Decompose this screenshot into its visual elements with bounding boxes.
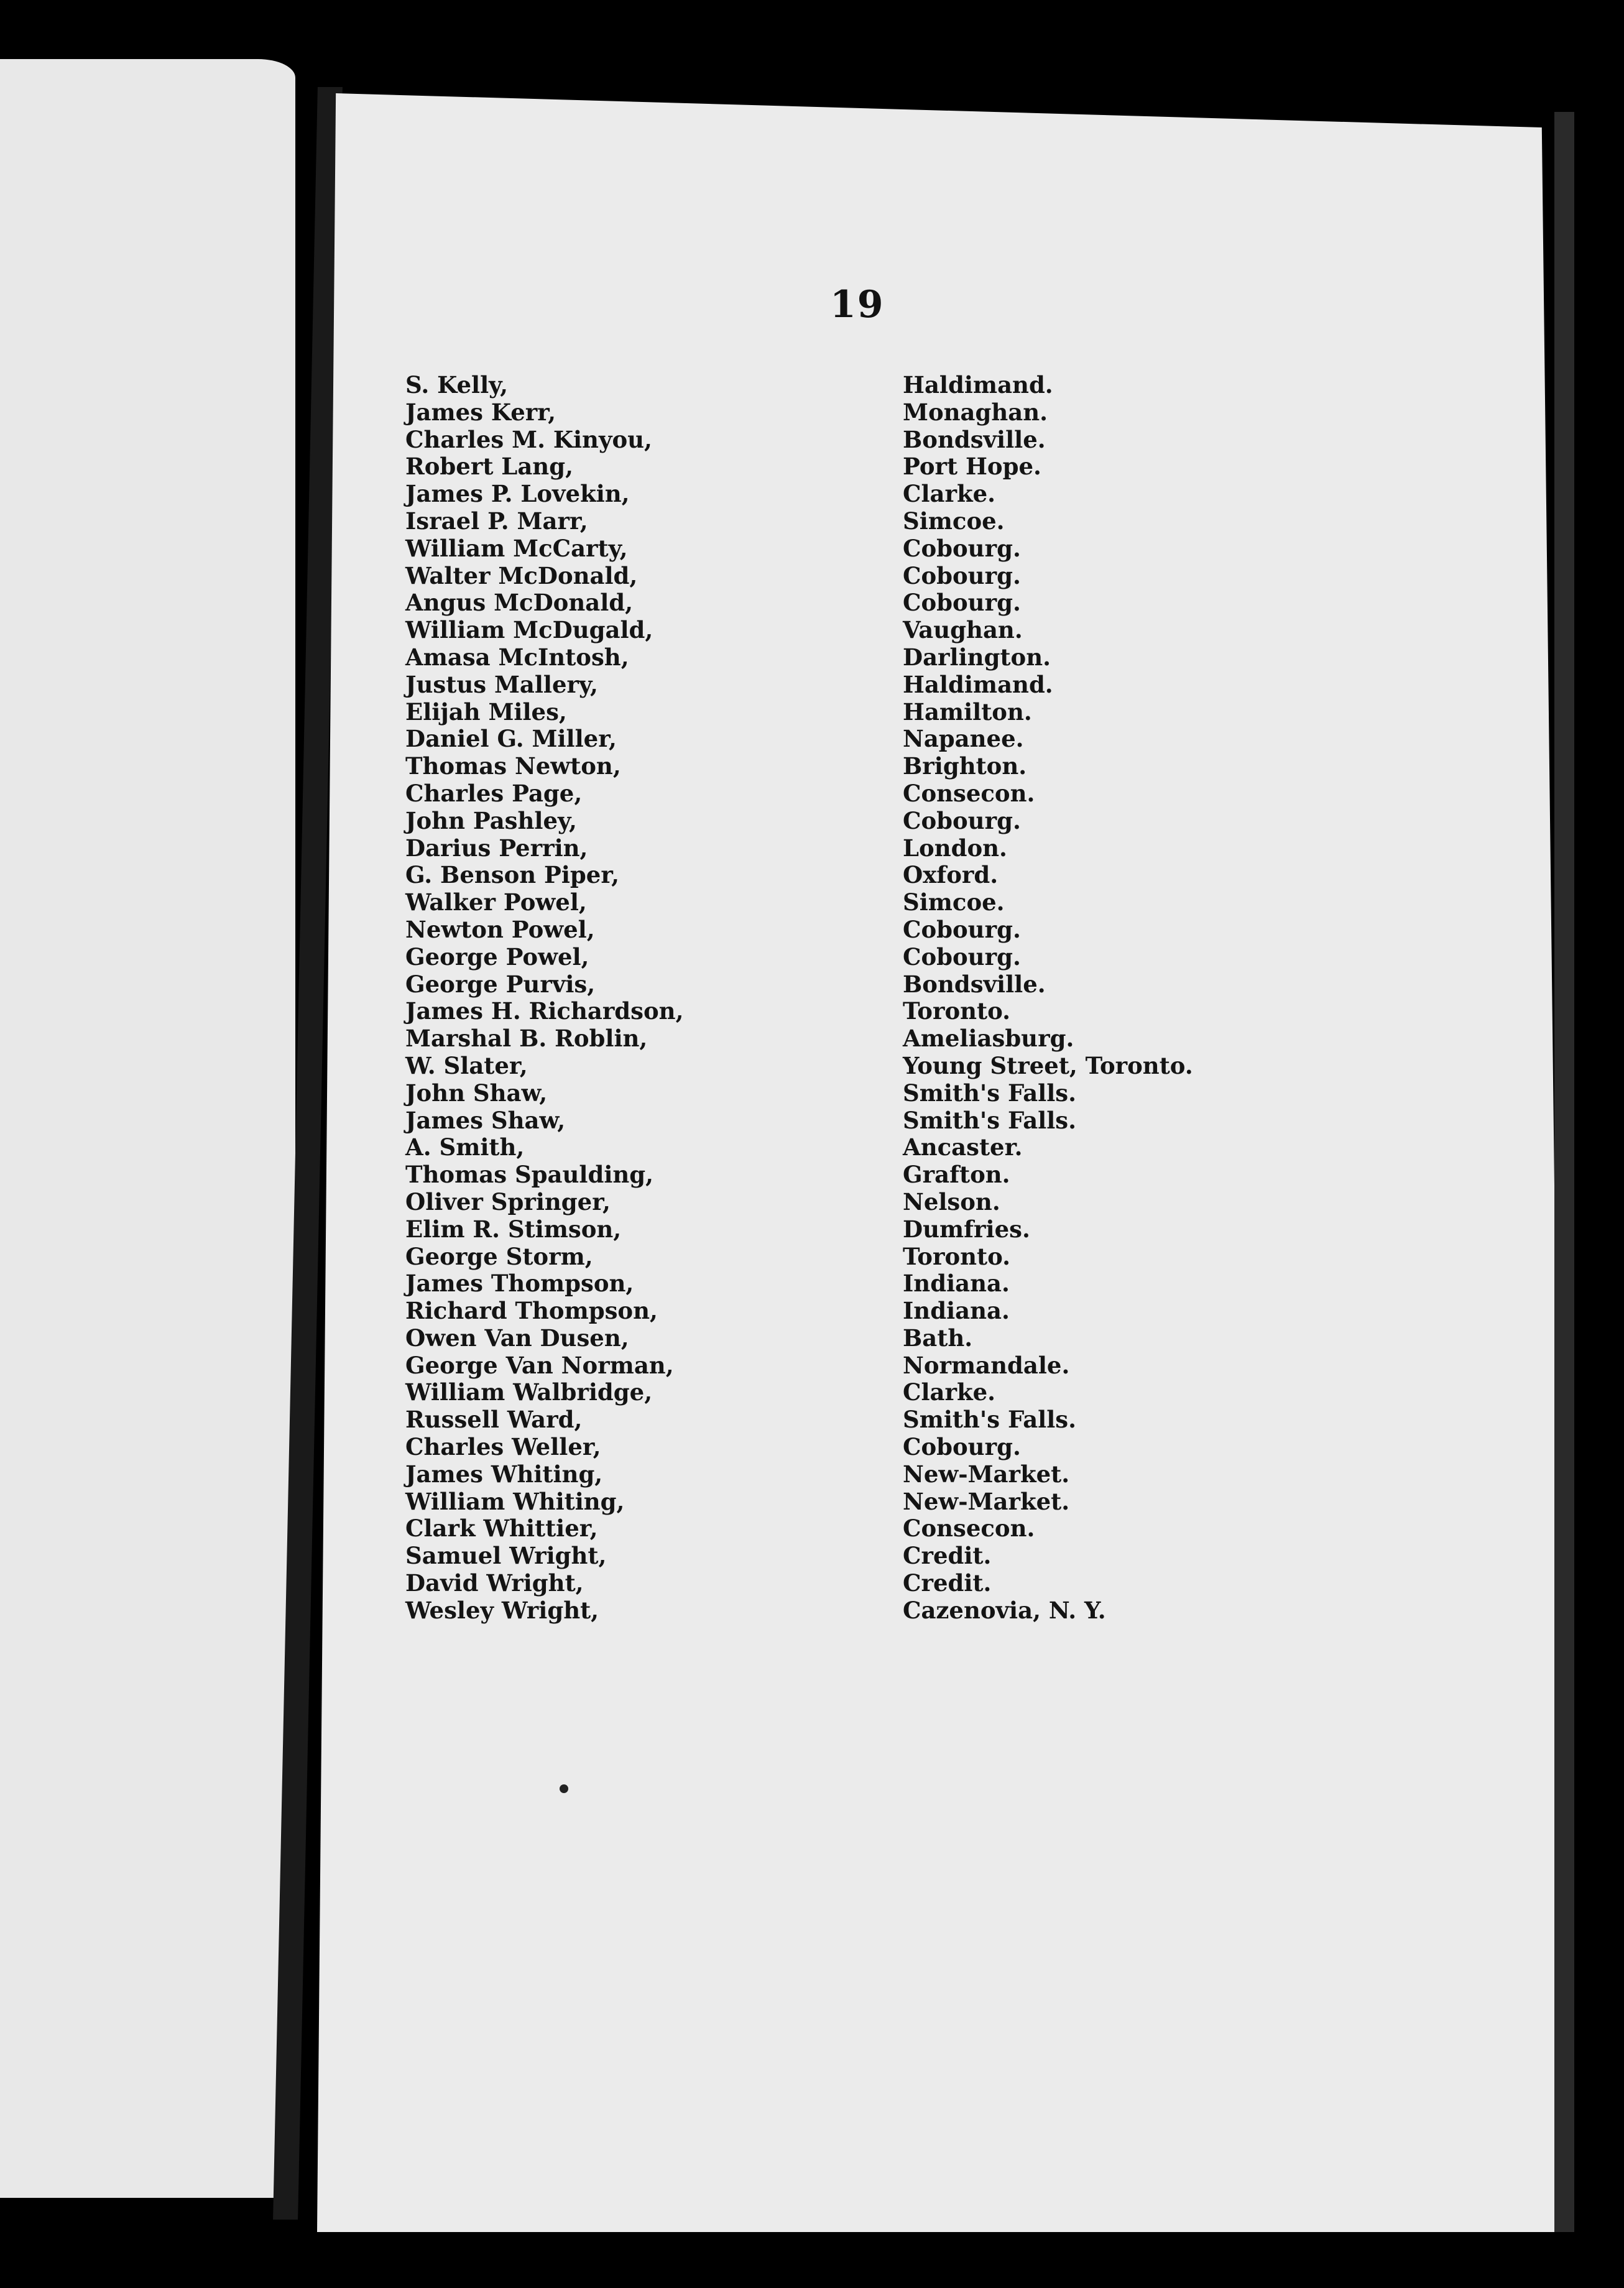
list-item <box>405 1406 1214 1434</box>
subscriber-name: Charles Weller, <box>405 1433 601 1461</box>
subscriber-place: Darlington. <box>903 643 1051 671</box>
subscriber-name: Marshal B. Roblin, <box>405 1025 648 1053</box>
list-item <box>405 589 1214 617</box>
subscriber-place: Monaghan. <box>903 398 1048 426</box>
subscriber-name: James P. Lovekin, <box>405 480 630 508</box>
subscriber-name: Daniel G. Miller, <box>405 725 617 753</box>
list-item <box>405 998 1214 1025</box>
subscriber-place: Ameliasburg. <box>903 1025 1074 1053</box>
subscriber-name: John Pashley, <box>405 806 577 834</box>
subscriber-place: Bondsville. <box>903 425 1046 453</box>
subscriber-place: Consecon. <box>903 1515 1035 1543</box>
subscriber-place: Nelson. <box>903 1188 1000 1216</box>
subscriber-name: A. Smith, <box>405 1133 525 1161</box>
subscriber-place: London. <box>903 834 1007 862</box>
list-item <box>405 1189 1214 1216</box>
subscriber-name: John Shaw, <box>405 1079 548 1107</box>
subscriber-name: Samuel Wright, <box>405 1542 607 1570</box>
subscriber-name: James Kerr, <box>405 398 556 426</box>
subscriber-place: Brighton. <box>903 752 1027 780</box>
subscriber-name: Angus McDonald, <box>405 589 634 617</box>
subscriber-place: Toronto. <box>903 997 1011 1025</box>
list-item <box>405 644 1214 671</box>
subscriber-name: Charles Page, <box>405 779 583 807</box>
subscriber-name: Justus Mallery, <box>405 670 598 698</box>
list-item <box>405 1216 1214 1243</box>
page-edge <box>1554 112 1574 2232</box>
subscriber-place: Haldimand. <box>903 670 1053 698</box>
subscriber-name: George Purvis, <box>405 970 596 998</box>
list-item <box>405 453 1214 481</box>
list-item <box>405 1053 1214 1080</box>
subscriber-place: Hamilton. <box>903 698 1032 726</box>
subscriber-place: Young Street, Toronto. <box>903 1051 1193 1079</box>
list-item <box>405 563 1214 590</box>
subscriber-place: Oxford. <box>903 861 999 889</box>
subscriber-name: Clark Whittier, <box>405 1515 598 1543</box>
subscriber-name: G. Benson Piper, <box>405 861 620 889</box>
list-item <box>405 916 1214 944</box>
list-item <box>405 1461 1214 1488</box>
subscriber-place: Cobourg. <box>903 589 1021 617</box>
subscriber-name: David Wright, <box>405 1569 584 1597</box>
list-item <box>405 1597 1214 1625</box>
subscriber-name: Robert Lang, <box>405 453 573 481</box>
subscriber-name: S. Kelly, <box>405 371 509 399</box>
subscriber-name: Thomas Newton, <box>405 752 621 780</box>
subscriber-place: Cobourg. <box>903 806 1021 834</box>
subscriber-place: Credit. <box>903 1569 992 1597</box>
list-item <box>405 1488 1214 1516</box>
subscriber-name: William McDugald, <box>405 616 653 644</box>
subscriber-place: Toronto. <box>903 1242 1011 1270</box>
list-item <box>405 835 1214 862</box>
subscriber-name: Darius Perrin, <box>405 834 588 862</box>
list-item <box>405 699 1214 726</box>
subscriber-place: Bondsville. <box>903 970 1046 998</box>
list-item <box>405 1270 1214 1298</box>
subscriber-place: Cazenovia, N. Y. <box>903 1596 1106 1624</box>
list-item <box>405 1325 1214 1352</box>
list-item <box>405 1434 1214 1461</box>
subscriber-place: Simcoe. <box>903 507 1005 535</box>
subscriber-place: Ancaster. <box>903 1133 1023 1161</box>
subscriber-name: Elijah Miles, <box>405 698 567 726</box>
subscriber-name: William Whiting, <box>405 1487 625 1515</box>
list-item <box>405 535 1214 563</box>
list-item <box>405 1243 1214 1271</box>
list-item <box>405 1107 1214 1135</box>
subscriber-place: Clarke. <box>903 480 996 508</box>
list-item <box>405 1025 1214 1053</box>
subscriber-place: Indiana. <box>903 1297 1010 1325</box>
subscriber-name: Russell Ward, <box>405 1406 583 1434</box>
list-item <box>405 617 1214 644</box>
subscriber-place: Indiana. <box>903 1270 1010 1298</box>
subscriber-name: Oliver Springer, <box>405 1188 611 1216</box>
list-item <box>405 971 1214 999</box>
list-item <box>405 753 1214 780</box>
subscriber-name: Elim R. Stimson, <box>405 1215 622 1243</box>
subscriber-place: Bath. <box>903 1324 973 1352</box>
subscriber-name: James Thompson, <box>405 1270 634 1298</box>
subscriber-name: Amasa McIntosh, <box>405 643 629 671</box>
subscriber-name: Walter McDonald, <box>405 561 638 589</box>
subscriber-place: Simcoe. <box>903 888 1005 916</box>
list-item <box>405 780 1214 808</box>
left-page <box>0 59 295 2198</box>
list-item <box>405 372 1214 399</box>
subscriber-name: Newton Powel, <box>405 915 595 943</box>
subscriber-name: Walker Powel, <box>405 888 587 916</box>
subscriber-place: Grafton. <box>903 1161 1010 1189</box>
list-item <box>405 1134 1214 1161</box>
subscriber-name: George Van Norman, <box>405 1351 674 1379</box>
list-item <box>405 808 1214 835</box>
list-item <box>405 862 1214 889</box>
list-item <box>405 726 1214 753</box>
list-item <box>405 481 1214 508</box>
subscriber-name: Richard Thompson, <box>405 1297 658 1325</box>
subscriber-place: Cobourg. <box>903 534 1021 562</box>
list-item <box>405 1515 1214 1543</box>
subscriber-place: Napanee. <box>903 725 1024 753</box>
subscriber-name: James Shaw, <box>405 1106 566 1134</box>
subscriber-place: Cobourg. <box>903 561 1021 589</box>
subscriber-name: James H. Richardson, <box>405 997 684 1025</box>
subscriber-place: Haldimand. <box>903 371 1053 399</box>
list-item <box>405 1080 1214 1107</box>
subscriber-place: Credit. <box>903 1542 992 1570</box>
subscriber-place: Vaughan. <box>903 616 1023 644</box>
subscriber-name: James Whiting, <box>405 1460 603 1488</box>
list-item <box>405 889 1214 916</box>
subscriber-name: Israel P. Marr, <box>405 507 588 535</box>
list-item <box>405 944 1214 971</box>
subscriber-place: Cobourg. <box>903 943 1021 971</box>
list-item <box>405 1543 1214 1570</box>
subscriber-place: Smith's Falls. <box>903 1406 1076 1434</box>
subscriber-name: William McCarty, <box>405 534 628 562</box>
list-item <box>405 1570 1214 1597</box>
list-item <box>405 1298 1214 1325</box>
subscriber-place: New-Market. <box>903 1487 1070 1515</box>
subscriber-name: George Powel, <box>405 943 589 971</box>
subscriber-place: Normandale. <box>903 1351 1070 1379</box>
list-item <box>405 1379 1214 1406</box>
subscriber-name: Owen Van Dusen, <box>405 1324 629 1352</box>
list-item <box>405 1161 1214 1189</box>
list-item <box>405 1352 1214 1380</box>
list-item <box>405 508 1214 535</box>
subscriber-place: Port Hope. <box>903 453 1041 481</box>
subscriber-place: Cobourg. <box>903 915 1021 943</box>
subscriber-name: George Storm, <box>405 1242 593 1270</box>
subscriber-name: Thomas Spaulding, <box>405 1161 654 1189</box>
subscriber-name: Wesley Wright, <box>405 1596 599 1624</box>
subscriber-place: New-Market. <box>903 1460 1070 1488</box>
subscriber-place: Dumfries. <box>903 1215 1030 1243</box>
subscriber-name: William Walbridge, <box>405 1378 653 1406</box>
page-number: 19 <box>830 283 885 326</box>
list-item <box>405 427 1214 454</box>
list-item <box>405 399 1214 427</box>
subscriber-place: Cobourg. <box>903 1433 1021 1461</box>
subscriber-name: W. Slater, <box>405 1051 528 1079</box>
subscriber-name: Charles M. Kinyou, <box>405 425 652 453</box>
subscriber-place: Clarke. <box>903 1378 996 1406</box>
list-item <box>405 671 1214 699</box>
ink-spot <box>560 1784 568 1793</box>
subscriber-place: Smith's Falls. <box>903 1106 1076 1134</box>
subscriber-place: Smith's Falls. <box>903 1079 1076 1107</box>
subscriber-list <box>405 372 1214 1625</box>
subscriber-place: Consecon. <box>903 779 1035 807</box>
